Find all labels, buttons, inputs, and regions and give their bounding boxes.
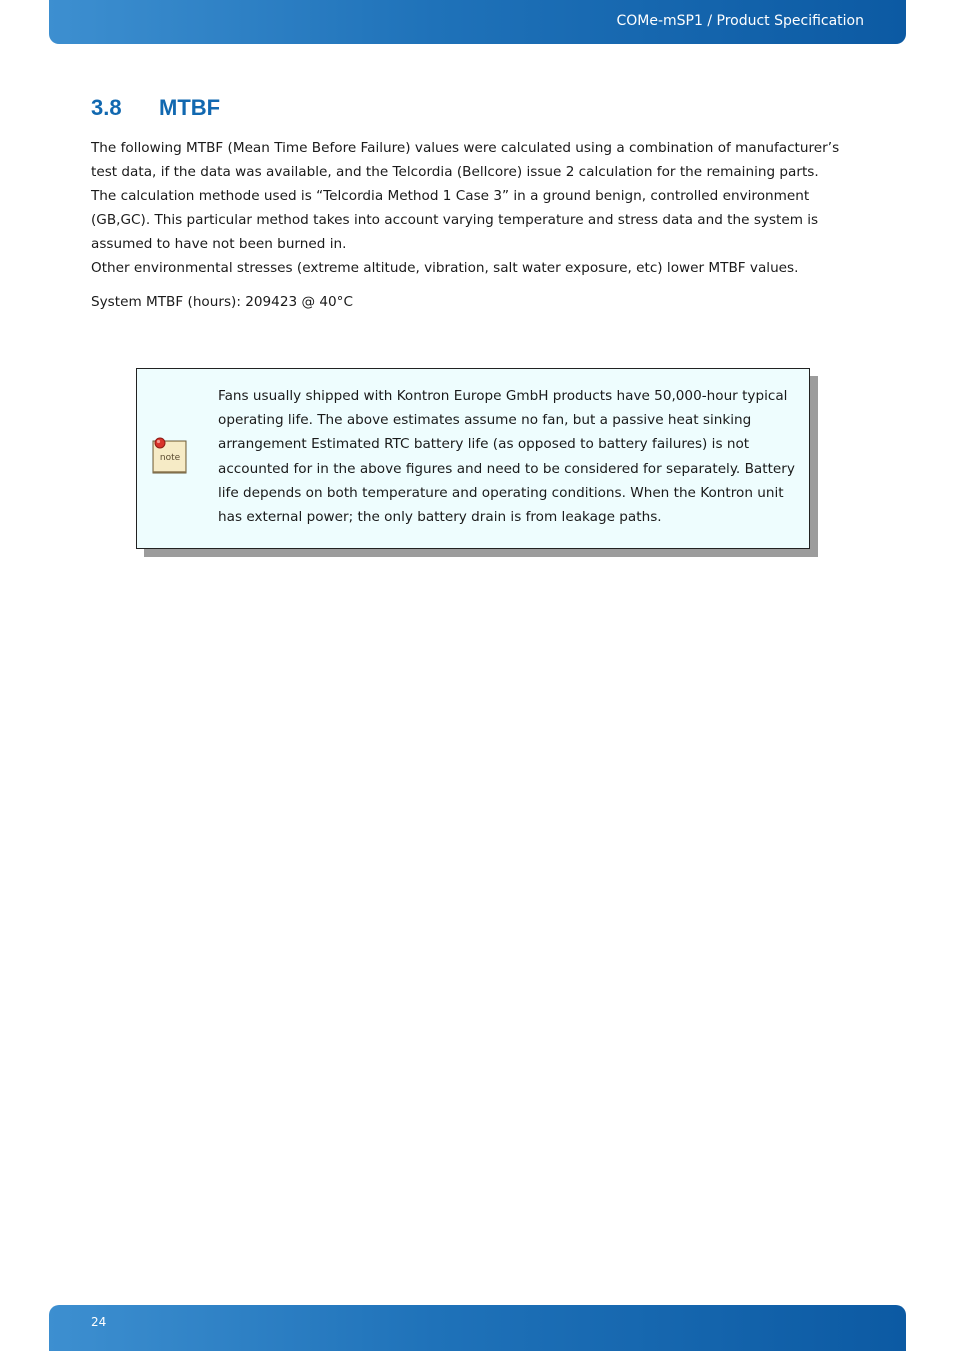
paragraph: The calculation methode used is “Telcordia Method 1 Case 3” in a ground benign, controlled environment (GB,GC). This particular method takes into account varying temperature and stress data and the system is assumed to have not been burned in. — [91, 188, 819, 252]
section-body — [91, 136, 866, 280]
note-text: Fans usually shipped with Kontron Europe GmbH products have 50,000-hour typical operating life. The above estimates assume no fan, but a passive heat sinking arrangement Estimated RTC battery life (as opposed to battery failures) is not accounted for in the above figures and need to be considered for separately. Battery life depends on both temperature and operating conditions. When the Kontron unit has external power; the only battery drain is from leakage paths. — [218, 388, 795, 526]
page-footer — [49, 1305, 906, 1351]
section-number: 3.8 — [91, 95, 122, 120]
document-title: COMe-mSP1 / Product Specification — [616, 13, 864, 29]
page-header — [49, 0, 906, 44]
note-icon-label: note — [159, 453, 181, 463]
note-box — [136, 368, 810, 549]
note-icon — [151, 436, 189, 476]
section-title: MTBF — [159, 95, 221, 120]
paragraph: Other environmental stresses (extreme altitude, vibration, salt water exposure, etc) lower MTBF values. — [91, 260, 799, 276]
system-mtbf-value: System MTBF (hours): 209423 @ 40°C — [91, 294, 353, 310]
section-heading — [91, 95, 220, 121]
page-number: 24 — [91, 1315, 107, 1329]
paragraph: The following MTBF (Mean Time Before Failure) values were calculated using a combination of manufacturer’s test data, if the data was available, and the Telcordia (Bellcore) issue 2 calculation for the remaining parts. — [91, 140, 840, 180]
